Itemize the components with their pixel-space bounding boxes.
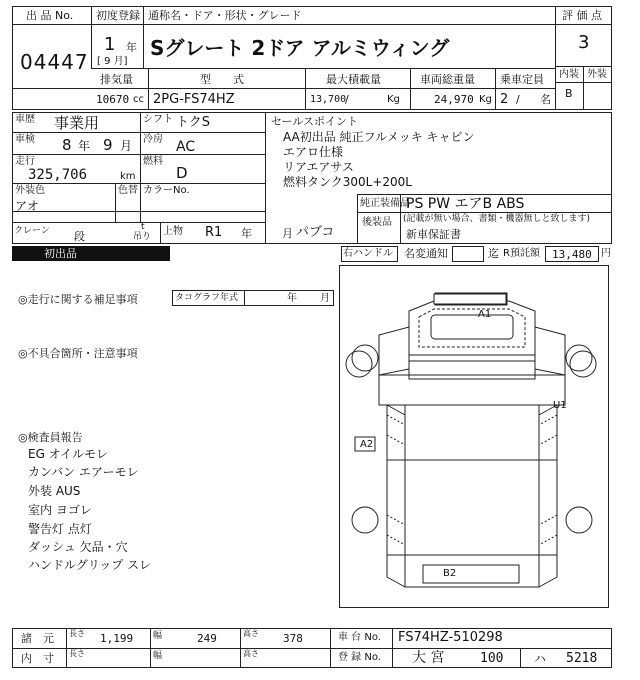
crane-unit-3: 吊り bbox=[133, 232, 152, 242]
inspection-month: 9 bbox=[103, 136, 113, 154]
interior-grade: B bbox=[565, 87, 573, 100]
history-label: 車歴 bbox=[15, 114, 35, 125]
sales-line-2: エアロ仕様 bbox=[283, 145, 344, 159]
model-label: 型 式 bbox=[200, 73, 244, 86]
tacho-label: タコグラフ年式 bbox=[175, 293, 239, 303]
truck-diagram bbox=[339, 265, 609, 608]
color-value: アオ bbox=[15, 199, 39, 213]
mileage-unit: km bbox=[120, 171, 136, 182]
reg-month: [ 9 月] bbox=[97, 56, 128, 67]
inner-label: 内 寸 bbox=[21, 652, 54, 665]
crane-label: クレーン bbox=[14, 226, 50, 236]
lot-label: 出 品 No. bbox=[26, 9, 74, 22]
exterior-label: 外装 bbox=[587, 69, 607, 80]
score-label: 評 価 点 bbox=[562, 9, 602, 22]
inner-height-label: 高さ bbox=[243, 649, 259, 658]
inspector-line-3: 外装 AUS bbox=[28, 484, 81, 498]
inspection-year-unit: 年 bbox=[78, 139, 91, 153]
deck-year: R1 bbox=[205, 225, 223, 240]
gross-weight-label: 車両総重量 bbox=[420, 73, 475, 86]
dims-label: 諸 元 bbox=[21, 632, 54, 645]
deadline-label: 迄 bbox=[488, 247, 499, 260]
gross-weight-unit: Kg bbox=[479, 94, 492, 105]
installed-note: (記載が無い場合、書類・機器無しと致します) bbox=[403, 214, 591, 224]
installed-label: 後装品 bbox=[362, 217, 392, 228]
color-code-label: 色替 bbox=[118, 185, 138, 196]
height-value: 378 bbox=[283, 632, 303, 645]
defects-label: ◎不具合箇所・注意事項 bbox=[18, 347, 138, 360]
damage-mark-a1: A1 bbox=[478, 309, 492, 320]
deck-label: 上物 bbox=[163, 226, 183, 237]
reg-year: 1 bbox=[104, 34, 116, 55]
deck-maker: パブコ bbox=[296, 225, 335, 240]
inspector-label: ◎検査員報告 bbox=[18, 431, 83, 444]
gross-weight-value: 24,970 bbox=[434, 93, 474, 106]
recycle-label: R預託額 bbox=[503, 248, 540, 259]
inner-width-label: 幅 bbox=[153, 651, 163, 661]
year-unit: 年 bbox=[126, 41, 137, 54]
width-label: 幅 bbox=[153, 631, 163, 641]
inspector-line-1: EG オイルモレ bbox=[28, 447, 109, 461]
color-label: 外装色 bbox=[15, 185, 45, 196]
inspector-line-6: ダッシュ 欠品・穴 bbox=[28, 540, 128, 554]
name-label: 通称名・ドア・形状・グレード bbox=[148, 9, 302, 22]
lot-number: 04447 bbox=[20, 50, 89, 74]
length-label: 長さ bbox=[69, 629, 85, 638]
inner-length-label: 長さ bbox=[69, 649, 85, 658]
sales-line-1: AA初出品 純正フルメッキ キャビン bbox=[283, 130, 475, 144]
sales-line-3: リアエアサス bbox=[283, 160, 354, 174]
plate-region: 大 宮 bbox=[412, 650, 445, 666]
displacement-label: 排気量 bbox=[100, 73, 133, 86]
first-listing-banner bbox=[12, 246, 170, 261]
fuel-label: 燃料 bbox=[143, 156, 163, 167]
plate-label: 登 録 No. bbox=[338, 652, 381, 663]
deck-year-unit: 年 bbox=[241, 227, 252, 240]
capacity-value: 2 bbox=[500, 92, 509, 107]
inspection-label: 車検 bbox=[15, 134, 35, 145]
shift-value: トクS bbox=[176, 115, 210, 130]
damage-mark-u1: U1 bbox=[553, 400, 567, 411]
mileage-value: 325,706 bbox=[28, 167, 88, 183]
height-label: 高さ bbox=[243, 629, 259, 638]
name-change-box bbox=[452, 246, 484, 262]
chassis-value: FS74HZ-510298 bbox=[398, 630, 503, 645]
name-change-label: 名変通知 bbox=[404, 247, 448, 260]
inspection-year: 8 bbox=[62, 136, 72, 154]
damage-mark-b2: B2 bbox=[443, 568, 457, 579]
crane-unit-1: 段 bbox=[74, 230, 85, 243]
tacho-year-unit: 年 bbox=[287, 293, 297, 304]
inspector-line-7: ハンドルグリップ スレ bbox=[28, 558, 152, 572]
inspection-month-unit: 月 bbox=[120, 139, 133, 153]
recycle-amount: 13,480 bbox=[552, 248, 592, 261]
fuel-value: D bbox=[176, 164, 188, 182]
equip-value: PS PW エアB ABS bbox=[406, 196, 525, 212]
equip-label: 純正装備品 bbox=[360, 198, 410, 209]
plate-number: 5218 bbox=[566, 651, 598, 666]
crane-unit-2: t bbox=[141, 222, 145, 232]
max-load-sep: / bbox=[345, 93, 349, 106]
chassis-label: 車 台 No. bbox=[338, 632, 381, 643]
max-load-unit: Kg bbox=[387, 94, 400, 105]
sales-label: セールスポイント bbox=[271, 115, 359, 128]
interior-label: 内装 bbox=[559, 69, 579, 80]
damage-mark-a2: A2 bbox=[360, 439, 374, 450]
warranty-value: 新車保証書 bbox=[406, 228, 461, 241]
driving-notes-label: ◎走行に関する補足事項 bbox=[18, 293, 138, 306]
capacity-unit: 名 bbox=[540, 93, 551, 106]
score-value: 3 bbox=[578, 32, 590, 53]
inspector-line-2: カンバン エアーモレ bbox=[28, 465, 139, 479]
capacity-sep: / bbox=[516, 93, 520, 106]
tacho-month-unit: 月 bbox=[320, 293, 330, 304]
length-value: 1,199 bbox=[100, 632, 134, 645]
vehicle-name: Sグレート 2ドア アルミウィング bbox=[150, 36, 450, 60]
width-value: 249 bbox=[197, 632, 217, 645]
shift-label: シフト bbox=[143, 114, 173, 125]
right-hand-label: 右ハンドル bbox=[343, 248, 393, 259]
first-reg-label: 初度登録 bbox=[96, 9, 140, 22]
plate-kana: ハ bbox=[534, 652, 547, 666]
deck-month-unit: 月 bbox=[282, 227, 293, 240]
max-load-label: 最大積載量 bbox=[326, 73, 381, 86]
ac-label: 冷房 bbox=[143, 134, 163, 145]
capacity-label: 乗車定員 bbox=[500, 73, 544, 86]
inspector-line-4: 室内 ヨゴレ bbox=[28, 503, 92, 517]
first-listing-label: 初出品 bbox=[44, 247, 77, 260]
history-value: 事業用 bbox=[54, 114, 100, 132]
plate-class: 100 bbox=[480, 651, 504, 666]
sales-line-4: 燃料タンク300L+200L bbox=[283, 175, 412, 189]
yen-label: 円 bbox=[601, 248, 611, 259]
inspector-line-5: 警告灯 点灯 bbox=[28, 522, 92, 536]
color-no-label: カラーNo. bbox=[143, 185, 190, 196]
mileage-label: 走行 bbox=[15, 156, 35, 167]
model-value: 2PG-FS74HZ bbox=[153, 92, 235, 107]
ac-value: AC bbox=[176, 139, 196, 155]
max-load-value: 13,700 bbox=[310, 94, 347, 105]
displacement-unit: cc bbox=[133, 94, 144, 105]
displacement-value: 10670 bbox=[96, 93, 130, 106]
